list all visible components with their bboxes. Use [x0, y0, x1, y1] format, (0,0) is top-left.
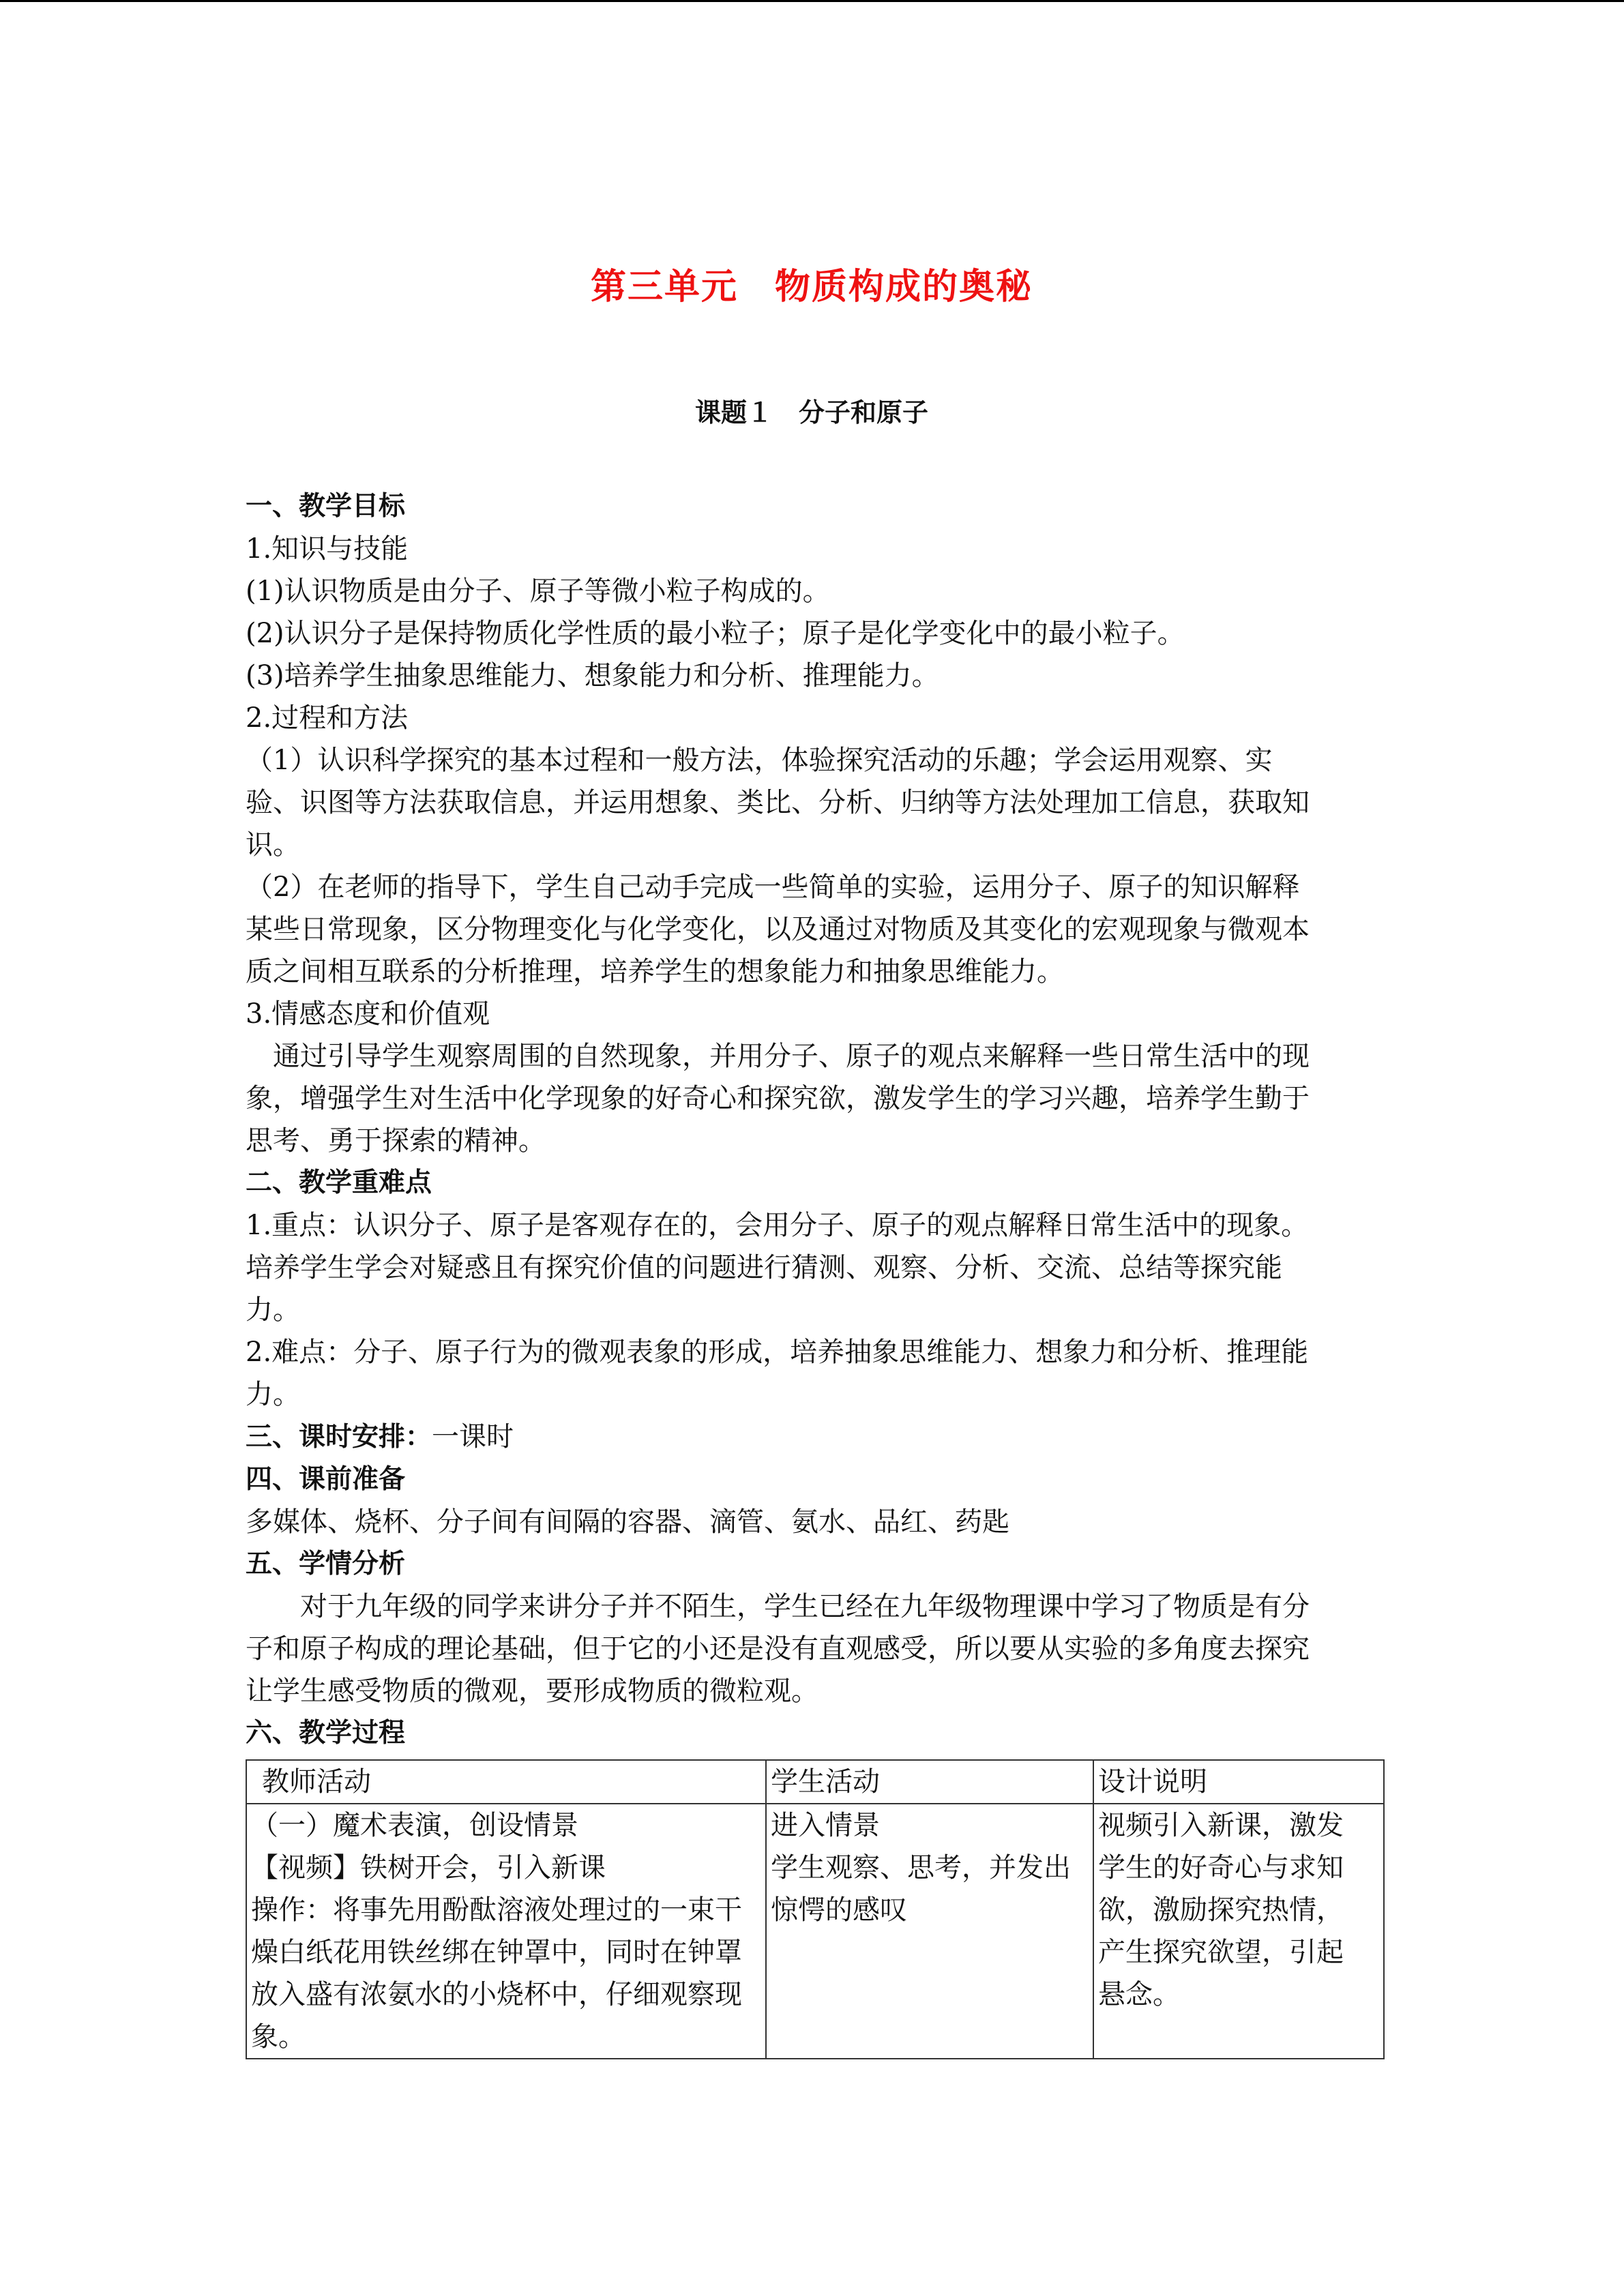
cell-line: 惊愕的感叹: [771, 1894, 907, 1926]
process-method-title: 2.过程和方法: [246, 702, 409, 734]
cell-line: 燥白纸花用铁丝绑在钟罩中，同时在钟罩: [251, 1937, 742, 1968]
cell-line: 操作：将事先用酚酞溶液处理过的一束干: [251, 1894, 742, 1926]
analysis-line: 子和原子构成的理论基础，但于它的小还是没有直观感受，所以要从实验的多角度去探究: [246, 1633, 1310, 1665]
process-paragraph-1-line: （1）认识科学探究的基本过程和一般方法，体验探究活动的乐趣；学会运用观察、实: [246, 745, 1273, 776]
cell-line: （一）魔术表演，创设情景: [251, 1810, 578, 1841]
key-point-line: 1.重点：认识分子、原子是客观存在的，会用分子、原子的观点解释日常生活中的现象。: [246, 1210, 1309, 1241]
cell-design-notes: [1093, 1804, 1384, 2059]
cell-line: 【视频】铁树开会，引入新课: [251, 1852, 606, 1883]
document-title: 第三单元 物质构成的奥秘: [590, 267, 1033, 308]
table-row: [246, 1804, 1384, 2059]
process-paragraph-1-line: 识。: [246, 829, 300, 861]
analysis-line: 让学生感受物质的微观，要形成物质的微粒观。: [246, 1675, 818, 1707]
process-paragraph-2-line: （2）在老师的指导下，学生自己动手完成一些简单的实验，运用分子、原子的知识解释: [246, 871, 1300, 903]
cell-line: 象。: [251, 2021, 306, 2053]
document-body: [246, 486, 1378, 1755]
knowledge-item-2: (2)认识分子是保持物质化学性质的最小粒子；原子是化学变化中的最小粒子。: [246, 618, 1185, 649]
section-heading-schedule: 三、课时安排：: [246, 1422, 432, 1452]
cell-line: 进入情景: [771, 1810, 880, 1841]
knowledge-item-1: (1)认识物质是由分子、原子等微小粒子构成的。: [246, 576, 830, 607]
schedule-row: [246, 1416, 1378, 1459]
section-heading-process: 六、教学过程: [246, 1718, 406, 1748]
schedule-value: 一课时: [432, 1421, 514, 1452]
difficulty-line: 力。: [246, 1379, 300, 1410]
lesson-subtitle: 课题１ 分子和原子: [694, 398, 928, 428]
process-paragraph-1-line: 验、识图等方法获取信息，并运用想象、类比、分析、归纳等方法处理加工信息，获取知: [246, 787, 1310, 818]
cell-student-activity: [766, 1804, 1093, 2059]
knowledge-item-3: (3)培养学生抽象思维能力、想象能力和分析、推理能力。: [246, 660, 939, 691]
analysis-line: 对于九年级的同学来讲分子并不陌生，学生已经在九年级物理课中学习了物质是有分: [246, 1591, 1310, 1622]
cell-line: 欲，激励探究热情，: [1098, 1894, 1344, 1926]
cell-line: 产生探究欲望，引起: [1098, 1937, 1344, 1968]
cell-line: 学生的好奇心与求知: [1098, 1852, 1344, 1883]
emotion-paragraph-line: 思考、勇于探索的精神。: [246, 1125, 546, 1157]
section-heading-objectives: 一、教学目标: [246, 491, 406, 522]
cell-line: 视频引入新课，激发: [1098, 1810, 1344, 1841]
cell-line: 悬念。: [1098, 1979, 1180, 2010]
table-header-row: [246, 1760, 1384, 1804]
section-heading-key-points: 二、教学重难点: [246, 1167, 432, 1198]
difficulty-line: 2.难点：分子、原子行为的微观表象的形成，培养抽象思维能力、想象力和分析、推理能: [246, 1337, 1309, 1368]
header-design-notes: 设计说明: [1093, 1760, 1384, 1804]
process-paragraph-2-line: 某些日常现象，区分物理变化与化学变化，以及通过对物质及其变化的宏观现象与微观本: [246, 914, 1310, 945]
header-student-activity: 学生活动: [766, 1760, 1093, 1804]
section-heading-preparation: 四、课前准备: [246, 1464, 406, 1495]
emotion-paragraph-line: 象，增强学生对生活中化学现象的好奇心和探究欲，激发学生的学习兴趣，培养学生勤于: [246, 1083, 1310, 1114]
key-point-line: 力。: [246, 1294, 300, 1326]
section-heading-analysis: 五、学情分析: [246, 1549, 406, 1579]
top-border-line: [0, 0, 1624, 2]
cell-line: 放入盛有浓氨水的小烧杯中，仔细观察现: [251, 1979, 742, 2010]
emotion-paragraph-line: 通过引导学生观察周围的自然现象，并用分子、原子的观点来解释一些日常生活中的现: [246, 1041, 1310, 1072]
process-paragraph-2-line: 质之间相互联系的分析推理，培养学生的想象能力和抽象思维能力。: [246, 956, 1064, 987]
preparation-text: 多媒体、烧杯、分子间有间隔的容器、滴管、氨水、品红、药匙: [246, 1506, 1009, 1538]
key-point-line: 培养学生学会对疑惑且有探究价值的问题进行猜测、观察、分析、交流、总结等探究能: [246, 1252, 1282, 1283]
emotion-values-title: 3.情感态度和价值观: [246, 998, 490, 1030]
cell-teacher-activity: [246, 1804, 766, 2059]
teaching-process-table: [246, 1759, 1385, 2059]
knowledge-skills-title: 1.知识与技能: [246, 533, 409, 565]
cell-line: 学生观察、思考，并发出: [771, 1852, 1071, 1883]
header-teacher-activity: 教师活动: [246, 1760, 766, 1804]
